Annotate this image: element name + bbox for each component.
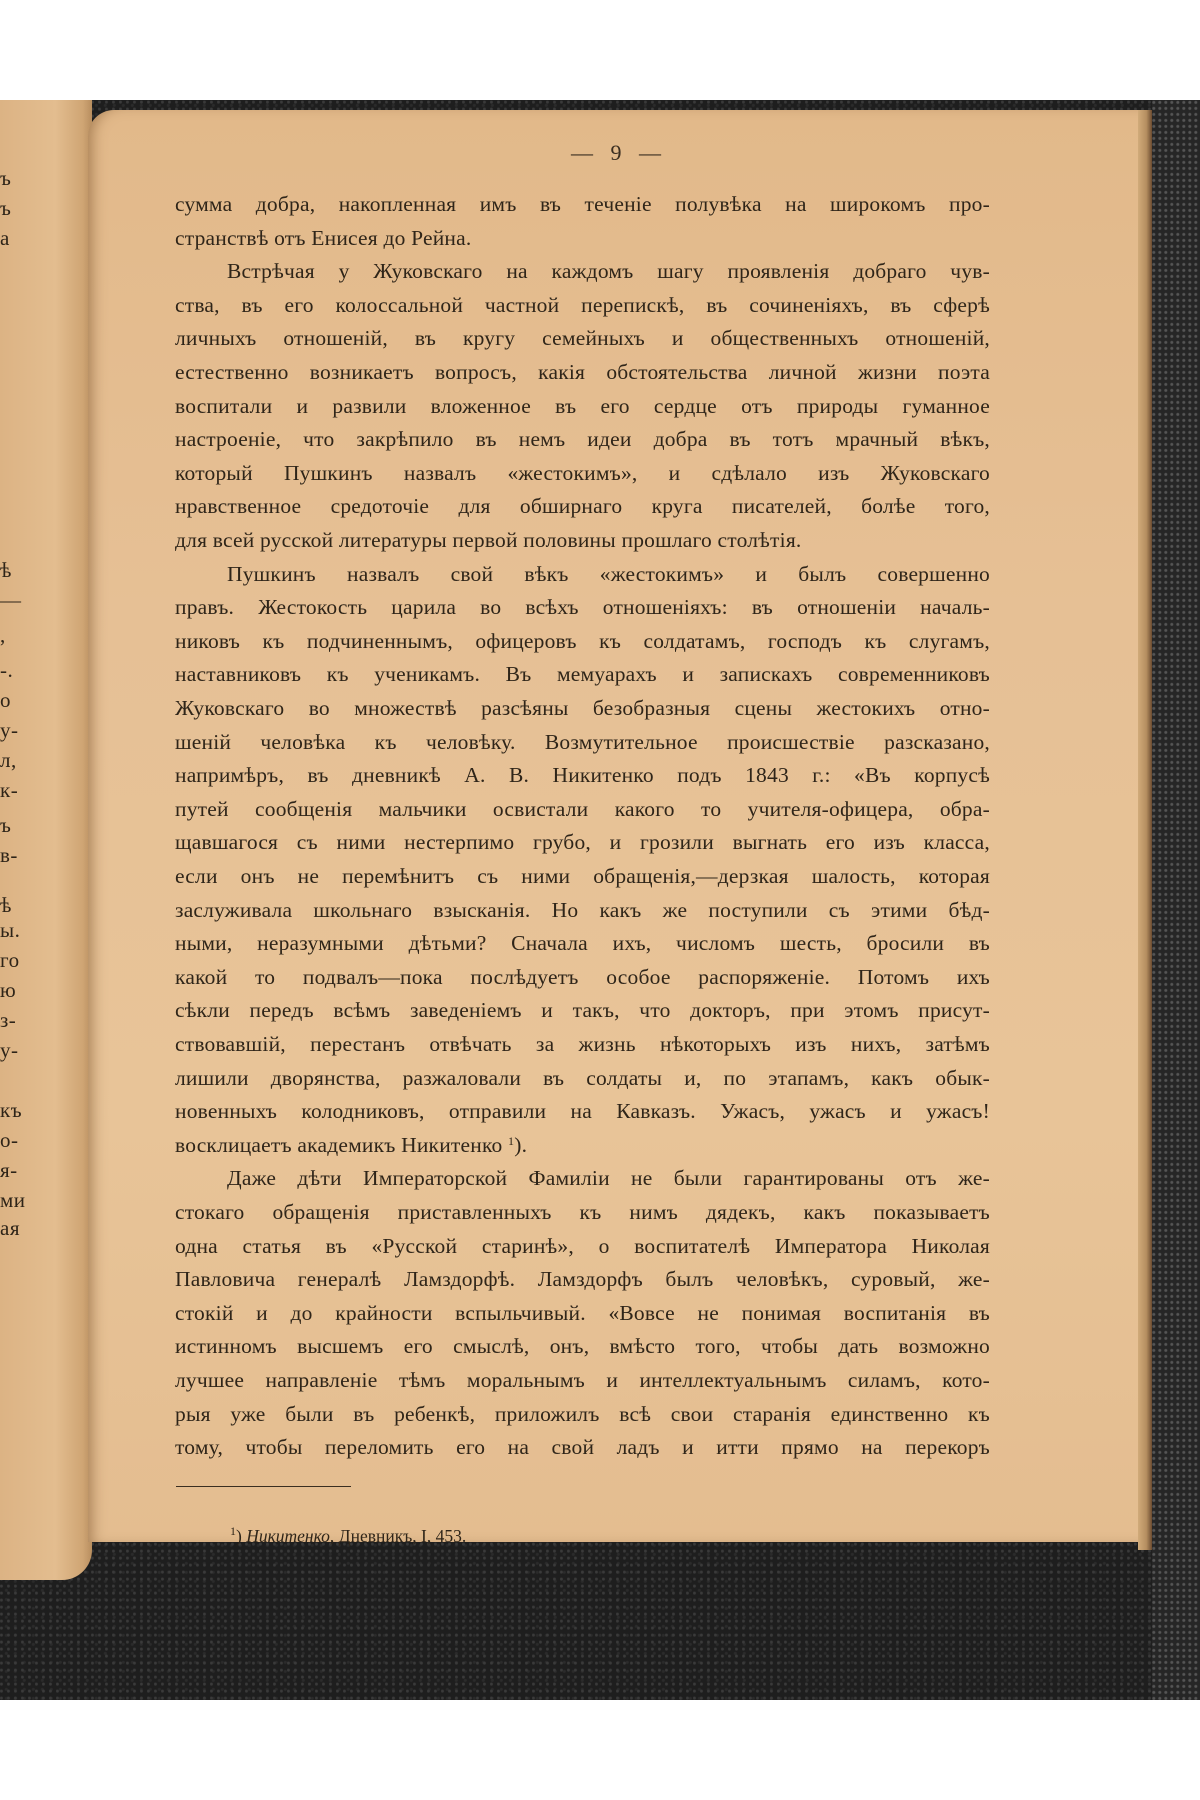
text-line: стокаго обращенія приставленныхъ къ нимъ дядекъ, какъ показываетъ [175,1200,990,1224]
page-block-edge [1138,110,1152,1550]
text-line: Даже дѣти Императорской Фамиліи не были гарантированы отъ же- [227,1166,990,1191]
previous-page-text-fragment: ю [0,978,17,1002]
previous-page-text-fragment: о [0,688,11,712]
previous-page-text-fragment: къ [0,1098,23,1122]
previous-page-edge [0,100,92,1580]
previous-page-text-fragment: ъ [0,166,12,190]
page-number: — 9 — [571,140,667,165]
previous-page-text-fragment: -. [0,658,14,682]
previous-page-text-fragment: ая [0,1216,20,1240]
text-line: щавшагося съ ними нестерпимо грубо, и грозили выгнать его изъ класса, [175,830,990,855]
footnote-citation: , Дневникъ, I, 453. [329,1526,467,1546]
text-line: одна статья въ «Русской старинѣ», о воспитателѣ Императора Николая [175,1233,990,1258]
previous-page-text-fragment: , [0,623,6,647]
text-line: который Пушкинъ назвалъ «жестокимъ», и сдѣлало изъ Жуковскаго [175,460,990,485]
text-line: для всей русской литературы первой половины прошлаго столѣтія. [175,528,802,552]
previous-page-text-fragment: з- [0,1008,17,1032]
book-page [88,110,1150,1546]
previous-page-text-fragment: к- [0,778,19,802]
text-line: шеній человѣка къ человѣку. Возмутительное происшествіе разсказано, [175,729,990,754]
text-line: путей сообщенія мальчики освистали какого то учителя-офицера, обра- [175,796,990,821]
text-line: ства, въ его колоссальной частной перепискѣ, въ сочиненіяхъ, въ сферѣ [175,292,990,317]
text-line: лишили дворянства, разжаловали въ солдаты и, по этапамъ, какъ обык- [175,1065,990,1090]
book-photo [0,100,1200,1700]
text-line: сумма добра, накопленная имъ въ теченіе полувѣка на широкомъ про- [175,192,990,216]
text-line: Пушкинъ назвалъ свой вѣкъ «жестокимъ» и былъ совершенно [227,561,990,586]
text-line: напримѣръ, въ дневникѣ А. В. Никитенко подъ 1843 г.: «Въ корпусѣ [175,763,990,788]
text-line: лучшее направленіе тѣмъ моральнымъ и интеллектуальнымъ силамъ, кото- [175,1368,990,1392]
previous-page-text-fragment: ѣ [0,893,12,917]
previous-page-text-fragment: ѣ [0,558,12,582]
previous-page-text-fragment: ъ [0,196,12,220]
book-cover-leather [1152,100,1200,1700]
text-line: стокій и до крайности вспыльчивый. «Вовсе не понимая воспитанія въ [175,1300,990,1325]
text-line: воспитали и развили вложенное въ его сердце отъ природы гуманное [175,393,990,418]
text-line: странствѣ отъ Енисея до Рейна. [175,225,472,250]
text-line: заслуживала школьнаго взысканія. Но какъ же поступили съ этими бѣд- [175,897,990,922]
text-line: восклицаетъ академикъ Никитенко $^1$). [175,1132,528,1157]
footnote-author: Никитенко [246,1526,330,1546]
text-line: тому, чтобы переломить его на свой ладъ и итти прямо на перекоръ [175,1435,990,1460]
text-line: какой то подвалъ—пока послѣдуетъ особое распоряженіе. Потомъ ихъ [175,964,990,989]
previous-page-text-fragment: ми [0,1188,26,1212]
text-line: Жуковскаго во множествѣ разсѣяны безобразныя сцены жестокихъ отно- [175,696,990,720]
previous-page-text-fragment: у- [0,718,19,742]
previous-page-text-fragment: о- [0,1128,19,1152]
previous-page-text-fragment: — [0,588,22,612]
text-line: Встрѣчая у Жуковскаго на каждомъ шагу проявленія добраго чув- [227,259,990,284]
text-line: правъ. Жестокость царила во всѣхъ отношеніяхъ: въ отношеніи началь- [175,595,990,620]
text-line: личныхъ отношеній, въ кругу семейныхъ и общественныхъ отношеній, [175,326,990,351]
text-line: настроеніе, что закрѣпило въ немъ идеи добра въ тотъ мрачный вѣкъ, [175,427,990,452]
text-line: никовъ къ подчиненнымъ, офицеровъ къ солдатамъ, господъ къ слугамъ, [175,628,990,653]
footnote-reference: 1 [508,1133,515,1148]
previous-page-text-fragment: л, [0,748,17,772]
text-line: истинномъ высшемъ его смыслѣ, онъ, вмѣсто того, чтобы дать возможно [175,1334,990,1359]
text-line: естественно возникаетъ вопросъ, какія обстоятельства личной жизни поэта [175,360,990,384]
text-line: рыя уже были въ ребенкѣ, приложилъ всѣ свои старанія единственно къ [175,1401,990,1426]
text-line: наставниковъ къ ученикамъ. Въ мемуарахъ и запискахъ современниковъ [175,662,990,687]
previous-page-text-fragment: я- [0,1158,18,1182]
text-line: если онъ не перемѣнитъ съ ними обращенія,—дерзкая шалость, которая [175,864,990,888]
previous-page-text-fragment: ъ [0,813,12,837]
text-line: нравственное средоточіе для обширнаго круга писателей, болѣе того, [175,494,990,519]
text-line: Павловича генералѣ Ламздорфѣ. Ламздорфъ былъ человѣкъ, суровый, же- [175,1267,990,1292]
footnote-marker: 1 [230,1524,236,1538]
text-line: сѣкли передъ всѣмъ заведеніемъ и такъ, что докторъ, при этомъ присут- [175,998,990,1023]
text-line: новенныхъ колодниковъ, отправили на Кавказъ. Ужасъ, ужасъ и ужасъ! [175,1099,990,1124]
previous-page-text-fragment: у- [0,1038,19,1062]
previous-page-text-fragment: ы. [0,918,21,942]
previous-page-text-fragment: а [0,226,10,250]
text-line: ствовавшій, перестанъ отвѣчать за жизнь нѣкоторыхъ изъ нихъ, затѣмъ [175,1032,990,1056]
previous-page-text-fragment: го [0,948,20,972]
previous-page-text-fragment: в- [0,843,18,867]
footnote: $^1$) Никитенко, Дневникъ, I, 453. [230,1524,467,1546]
footnote-divider [176,1486,351,1487]
text-line: ными, неразумными дѣтьми? Сначала ихъ, числомъ шесть, бросили въ [175,931,990,956]
